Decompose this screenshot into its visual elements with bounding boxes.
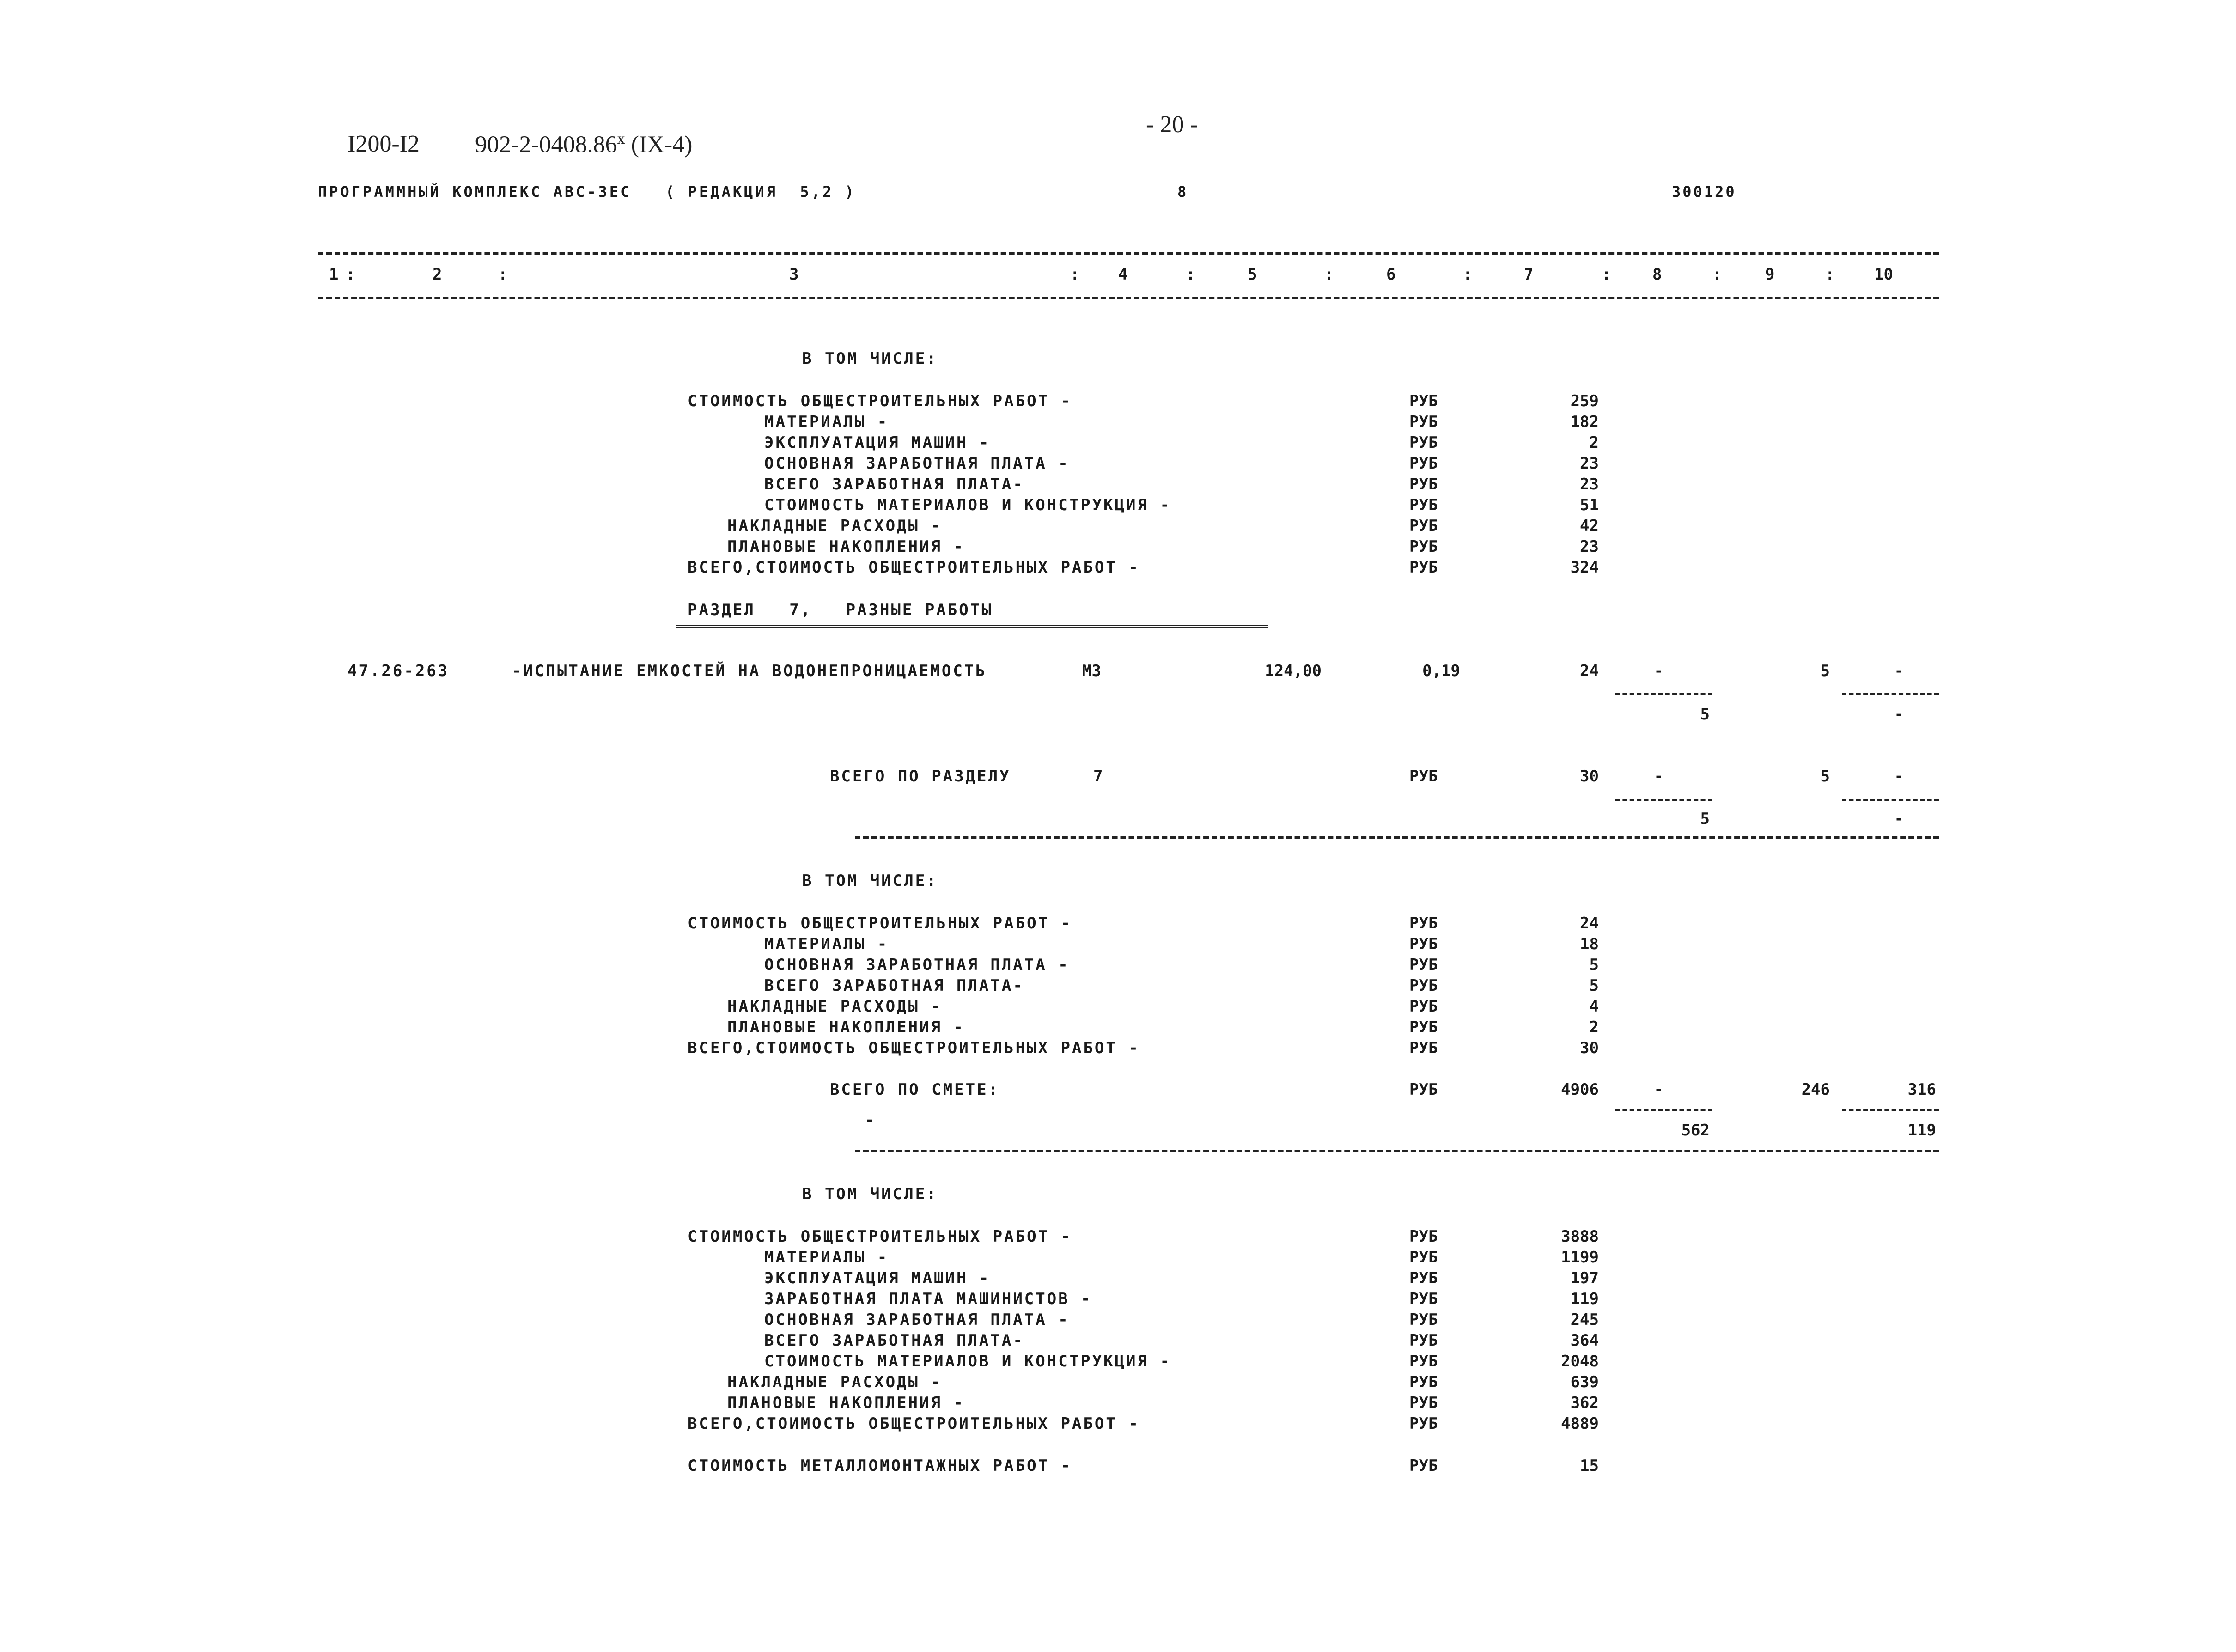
section-title-underline [676, 625, 1268, 628]
section-total-label: ВСЕГО ПО РАЗДЕЛУ [830, 767, 1011, 786]
col-header-10: 10 [1874, 265, 1893, 284]
program-code: 300120 [1672, 183, 1736, 201]
list-item-value: 2 [1589, 1018, 1599, 1036]
list-item-value: 197 [1570, 1269, 1599, 1287]
list-item-value: 362 [1570, 1394, 1599, 1412]
estimate-total-col8: - [1654, 1080, 1663, 1099]
list-item-value: 639 [1570, 1373, 1599, 1391]
list-item-unit: РУБ [1409, 558, 1438, 577]
list-item-label: ВСЕГО,СТОИМОСТЬ ОБЩЕСТРОИТЕЛЬНЫХ РАБОТ - [688, 1039, 1140, 1057]
list-item-unit: РУБ [1409, 433, 1438, 452]
list-item-unit: РУБ [1409, 956, 1438, 974]
item-unit: МЗ [1082, 662, 1101, 680]
list-item-value: 324 [1570, 558, 1599, 577]
estimate-total-bottom-rule [855, 1150, 1939, 1152]
block3-heading: В ТОМ ЧИСЛЕ: [802, 1185, 938, 1203]
section-total-num: 7 [1093, 767, 1105, 786]
col-sep: : [1825, 265, 1835, 284]
list-item-label: СТОИМОСТЬ МАТЕРИАЛОВ И КОНСТРУКЦИЯ - [764, 1352, 1171, 1371]
list-item-value: 23 [1580, 537, 1599, 556]
estimate-total-col8-sub: 562 [1681, 1121, 1710, 1140]
list-item-value: 4 [1589, 997, 1599, 1016]
list-item-label: ОСНОВНАЯ ЗАРАБОТНАЯ ПЛАТА - [764, 1311, 1070, 1329]
col-sep: : [346, 265, 355, 284]
list-item-unit: РУБ [1409, 1331, 1438, 1350]
list-item-label: НАКЛАДНЫЕ РАСХОДЫ - [727, 997, 942, 1016]
list-item-unit: РУБ [1409, 1290, 1438, 1308]
list-item-unit: РУБ [1409, 1373, 1438, 1391]
estimate-total-unit: РУБ [1409, 1080, 1438, 1099]
list-item-label: ЭКСПЛУАТАЦИЯ МАШИН - [764, 433, 991, 452]
item-col8: - [1654, 662, 1663, 680]
section-total-col8: - [1654, 767, 1663, 786]
section-total-col9: 5 [1820, 767, 1830, 786]
section-total-col10: - [1894, 767, 1904, 786]
section-total-col8-sub: 5 [1700, 810, 1710, 828]
list-item-unit: РУБ [1409, 1018, 1438, 1036]
section-total-col8-rule [1615, 799, 1712, 801]
col-header-3: 3 [789, 265, 799, 284]
list-item-value: 5 [1589, 956, 1599, 974]
list-item-unit: РУБ [1409, 413, 1438, 431]
list-item-value: 1199 [1561, 1248, 1599, 1267]
estimate-total-col10: 316 [1907, 1080, 1936, 1099]
col-header-4: 4 [1118, 265, 1128, 284]
list-item-label: СТОИМОСТЬ ОБЩЕСТРОИТЕЛЬНЫХ РАБОТ - [688, 1227, 1072, 1246]
list-item-label: НАКЛАДНЫЕ РАСХОДЫ - [727, 1373, 942, 1391]
list-item-value: 23 [1580, 454, 1599, 473]
list-item-unit: РУБ [1409, 1311, 1438, 1329]
list-item-value: 182 [1570, 413, 1599, 431]
project-number [475, 130, 692, 158]
item-col10: - [1894, 662, 1904, 680]
list-item-value: 119 [1570, 1290, 1599, 1308]
table-header-top-rule [318, 252, 1939, 255]
list-item-unit: РУБ [1409, 454, 1438, 473]
list-item-label: МАТЕРИАЛЫ - [764, 935, 889, 953]
estimate-total-value: 4906 [1561, 1080, 1599, 1099]
list-item-label: НАКЛАДНЫЕ РАСХОДЫ - [727, 517, 942, 535]
item-col9: 5 [1820, 662, 1830, 680]
project-number-sup: x [617, 130, 625, 147]
col-sep: : [1186, 265, 1195, 284]
item-col10-sub: - [1894, 705, 1904, 724]
section-total-bottom-rule [855, 836, 1939, 839]
page-index: 8 [1177, 183, 1188, 201]
page-number: - 20 - [1146, 111, 1198, 138]
list-item-value: 2 [1589, 433, 1599, 452]
col-header-6: 6 [1386, 265, 1396, 284]
list-item-label: ВСЕГО ЗАРАБОТНАЯ ПЛАТА- [764, 976, 1024, 995]
estimate-total-col8-rule [1615, 1109, 1712, 1111]
section-total-col10-rule [1842, 799, 1939, 801]
list-item-label: ОСНОВНАЯ ЗАРАБОТНАЯ ПЛАТА - [764, 956, 1070, 974]
col-header-8: 8 [1652, 265, 1662, 284]
estimate-total-col10-rule [1842, 1109, 1939, 1111]
list-item-label: МАТЕРИАЛЫ - [764, 1248, 889, 1267]
list-item-unit: РУБ [1409, 997, 1438, 1016]
list-item-label: ВСЕГО,СТОИМОСТЬ ОБЩЕСТРОИТЕЛЬНЫХ РАБОТ - [688, 1414, 1140, 1433]
list-item-value: 30 [1580, 1039, 1599, 1057]
list-item-value: 364 [1570, 1331, 1599, 1350]
estimate-total-dash: - [865, 1111, 877, 1129]
col-header-5: 5 [1248, 265, 1257, 284]
list-item-value: 245 [1570, 1311, 1599, 1329]
project-number-suffix: (IX-4) [625, 131, 693, 158]
col-sep: : [1463, 265, 1473, 284]
list-item-unit: РУБ [1409, 914, 1438, 933]
list-item-unit: РУБ [1409, 1248, 1438, 1267]
list-item-value: 3888 [1561, 1227, 1599, 1246]
col-header-9: 9 [1765, 265, 1775, 284]
block1-heading: В ТОМ ЧИСЛЕ: [802, 349, 938, 368]
list-item-value: 259 [1570, 392, 1599, 410]
list-item-label: ПЛАНОВЫЕ НАКОПЛЕНИЯ - [727, 1018, 965, 1036]
list-item-unit: РУБ [1409, 1227, 1438, 1246]
col-header-1: 1 [329, 265, 339, 284]
col-sep: : [1070, 265, 1080, 284]
section-title: РАЗДЕЛ 7, РАЗНЫЕ РАБОТЫ [688, 601, 993, 619]
list-item-value: 2048 [1561, 1352, 1599, 1371]
section-total-unit: РУБ [1409, 767, 1438, 786]
list-item-value: 18 [1580, 935, 1599, 953]
col-sep: : [498, 265, 508, 284]
list-item-value: 24 [1580, 914, 1599, 933]
program-line: ПРОГРАММНЫЙ КОМПЛЕКС АВС-ЗЕС ( РЕДАКЦИЯ 5,2 ) [318, 183, 856, 201]
item-col8-rule [1615, 693, 1712, 695]
col-header-2: 2 [433, 265, 442, 284]
list-item-label: ПЛАНОВЫЕ НАКОПЛЕНИЯ - [727, 1394, 965, 1412]
item-col8-sub: 5 [1700, 705, 1710, 724]
list-item-label: СТОИМОСТЬ ОБЩЕСТРОИТЕЛЬНЫХ РАБОТ - [688, 914, 1072, 933]
list-item-label: ЭКСПЛУАТАЦИЯ МАШИН - [764, 1269, 991, 1287]
list-item-value: 23 [1580, 475, 1599, 494]
item-col10-rule [1842, 693, 1939, 695]
list-item-label: ВСЕГО,СТОИМОСТЬ ОБЩЕСТРОИТЕЛЬНЫХ РАБОТ - [688, 558, 1140, 577]
list-item-unit: РУБ [1409, 1352, 1438, 1371]
item-code: 47.26-263 [347, 662, 450, 680]
final-value: 15 [1580, 1457, 1599, 1475]
list-item-label: СТОИМОСТЬ ОБЩЕСТРОИТЕЛЬНЫХ РАБОТ - [688, 392, 1072, 410]
list-item-unit: РУБ [1409, 537, 1438, 556]
col-header-7: 7 [1524, 265, 1534, 284]
item-qty: 124,00 [1265, 662, 1322, 680]
table-header-bottom-rule [318, 297, 1939, 299]
list-item-unit: РУБ [1409, 1414, 1438, 1433]
project-number-main: 902-2-0408.86 [475, 131, 617, 158]
list-item-value: 42 [1580, 517, 1599, 535]
final-unit: РУБ [1409, 1457, 1438, 1475]
list-item-value: 4889 [1561, 1414, 1599, 1433]
item-total: 24 [1580, 662, 1599, 680]
list-item-label: ОСНОВНАЯ ЗАРАБОТНАЯ ПЛАТА - [764, 454, 1070, 473]
list-item-unit: РУБ [1409, 1039, 1438, 1057]
final-label: СТОИМОСТЬ МЕТАЛЛОМОНТАЖНЫХ РАБОТ - [688, 1457, 1072, 1475]
item-price: 0,19 [1422, 662, 1460, 680]
col-sep: : [1602, 265, 1611, 284]
list-item-unit: РУБ [1409, 1269, 1438, 1287]
col-sep: : [1712, 265, 1722, 284]
estimate-total-col10-sub: 119 [1907, 1121, 1936, 1140]
section-total-value: 30 [1580, 767, 1599, 786]
list-item-label: МАТЕРИАЛЫ - [764, 413, 889, 431]
list-item-label: ЗАРАБОТНАЯ ПЛАТА МАШИНИСТОВ - [764, 1290, 1092, 1308]
item-name: -ИСПЫТАНИЕ ЕМКОСТЕЙ НА ВОДОНЕПРОНИЦАЕМОСТЬ [512, 662, 987, 680]
list-item-unit: РУБ [1409, 392, 1438, 410]
list-item-value: 51 [1580, 496, 1599, 514]
block2-heading: В ТОМ ЧИСЛЕ: [802, 872, 938, 890]
list-item-unit: РУБ [1409, 496, 1438, 514]
list-item-label: СТОИМОСТЬ МАТЕРИАЛОВ И КОНСТРУКЦИЯ - [764, 496, 1171, 514]
list-item-unit: РУБ [1409, 1394, 1438, 1412]
section-total-col10-sub: - [1894, 810, 1904, 828]
list-item-unit: РУБ [1409, 935, 1438, 953]
list-item-label: ПЛАНОВЫЕ НАКОПЛЕНИЯ - [727, 537, 965, 556]
list-item-unit: РУБ [1409, 976, 1438, 995]
list-item-unit: РУБ [1409, 517, 1438, 535]
estimate-total-col9: 246 [1801, 1080, 1830, 1099]
list-item-label: ВСЕГО ЗАРАБОТНАЯ ПЛАТА- [764, 1331, 1024, 1350]
list-item-unit: РУБ [1409, 475, 1438, 494]
list-item-label: ВСЕГО ЗАРАБОТНАЯ ПЛАТА- [764, 475, 1024, 494]
estimate-total-label: ВСЕГО ПО СМЕТЕ: [830, 1080, 1000, 1099]
col-sep: : [1324, 265, 1334, 284]
doc-code: I200-I2 [347, 131, 420, 157]
list-item-value: 5 [1589, 976, 1599, 995]
